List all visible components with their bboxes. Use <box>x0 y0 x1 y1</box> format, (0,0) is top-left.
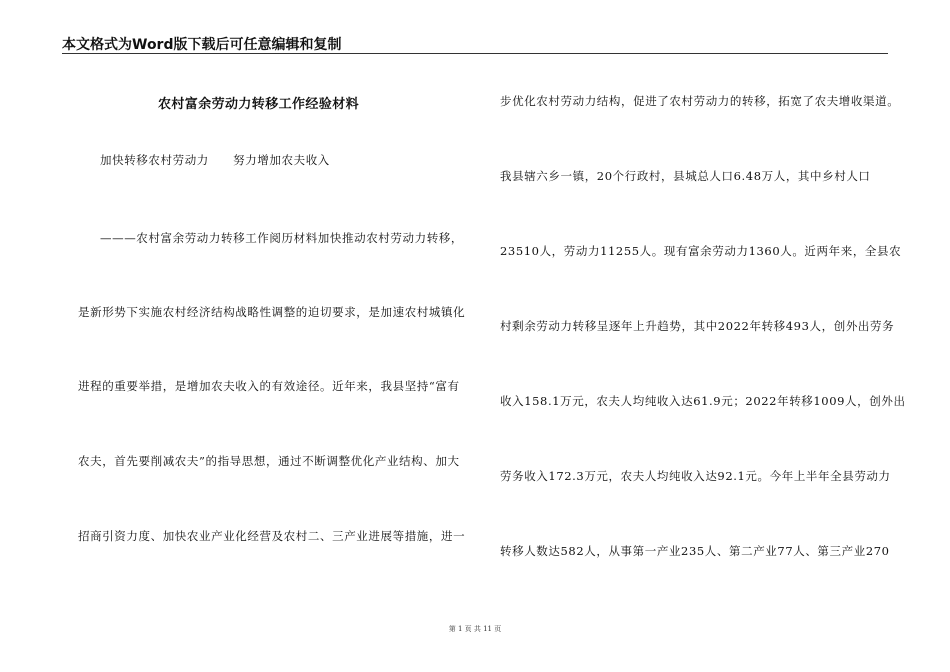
body-line: 23510人，劳动力11255人。现有富余劳动力1360人。近两年来，全县农 <box>500 244 902 258</box>
body-line: 招商引资力度、加快农业产业化经营及农村二、三产业进展等措施，进一 <box>78 529 466 543</box>
page-number: 第 1 页 共 11 页 <box>448 625 502 633</box>
header-divider <box>62 53 888 54</box>
page-header-text: 本文格式为Word版下载后可任意编辑和复制 <box>62 37 342 53</box>
body-line: 是新形势下实施农村经济结构战略性调整的迫切要求，是加速农村城镇化 <box>78 305 466 319</box>
body-line: 转移人数达582人，从事第一产业235人、第二产业77人、第三产业270 <box>500 544 890 558</box>
body-line: 劳务收入172.3万元，农夫人均纯收入达92.1元。今年上半年全县劳动力 <box>500 469 891 483</box>
body-line: 进程的重要举措，是增加农夫收入的有效途径。近年来，我县坚持“富有 <box>78 379 460 393</box>
body-line: 我县辖六乡一镇，20个行政村，县城总人口6.48万人，其中乡村人口 <box>500 169 871 183</box>
body-line: 农夫，首先要削减农夫”的指导思想，通过不断调整优化产业结构、加大 <box>78 454 460 468</box>
document-title: 农村富余劳动力转移工作经验材料 <box>158 97 360 112</box>
body-line: 收入158.1万元，农夫人均纯收入达61.9元；2022年转移1009人，创外出 <box>500 394 906 408</box>
body-line: 步优化农村劳动力结构，促进了农村劳动力的转移，拓宽了农夫增收渠道。 <box>500 94 900 108</box>
subtitle-line: 加快转移农村劳动力 努力增加农夫收入 <box>100 153 330 167</box>
body-line: ———农村富余劳动力转移工作阅历材料加快推动农村劳动力转移， <box>100 231 463 245</box>
body-line: 村剩余劳动力转移呈逐年上升趋势，其中2022年转移493人，创外出劳务 <box>500 319 895 333</box>
